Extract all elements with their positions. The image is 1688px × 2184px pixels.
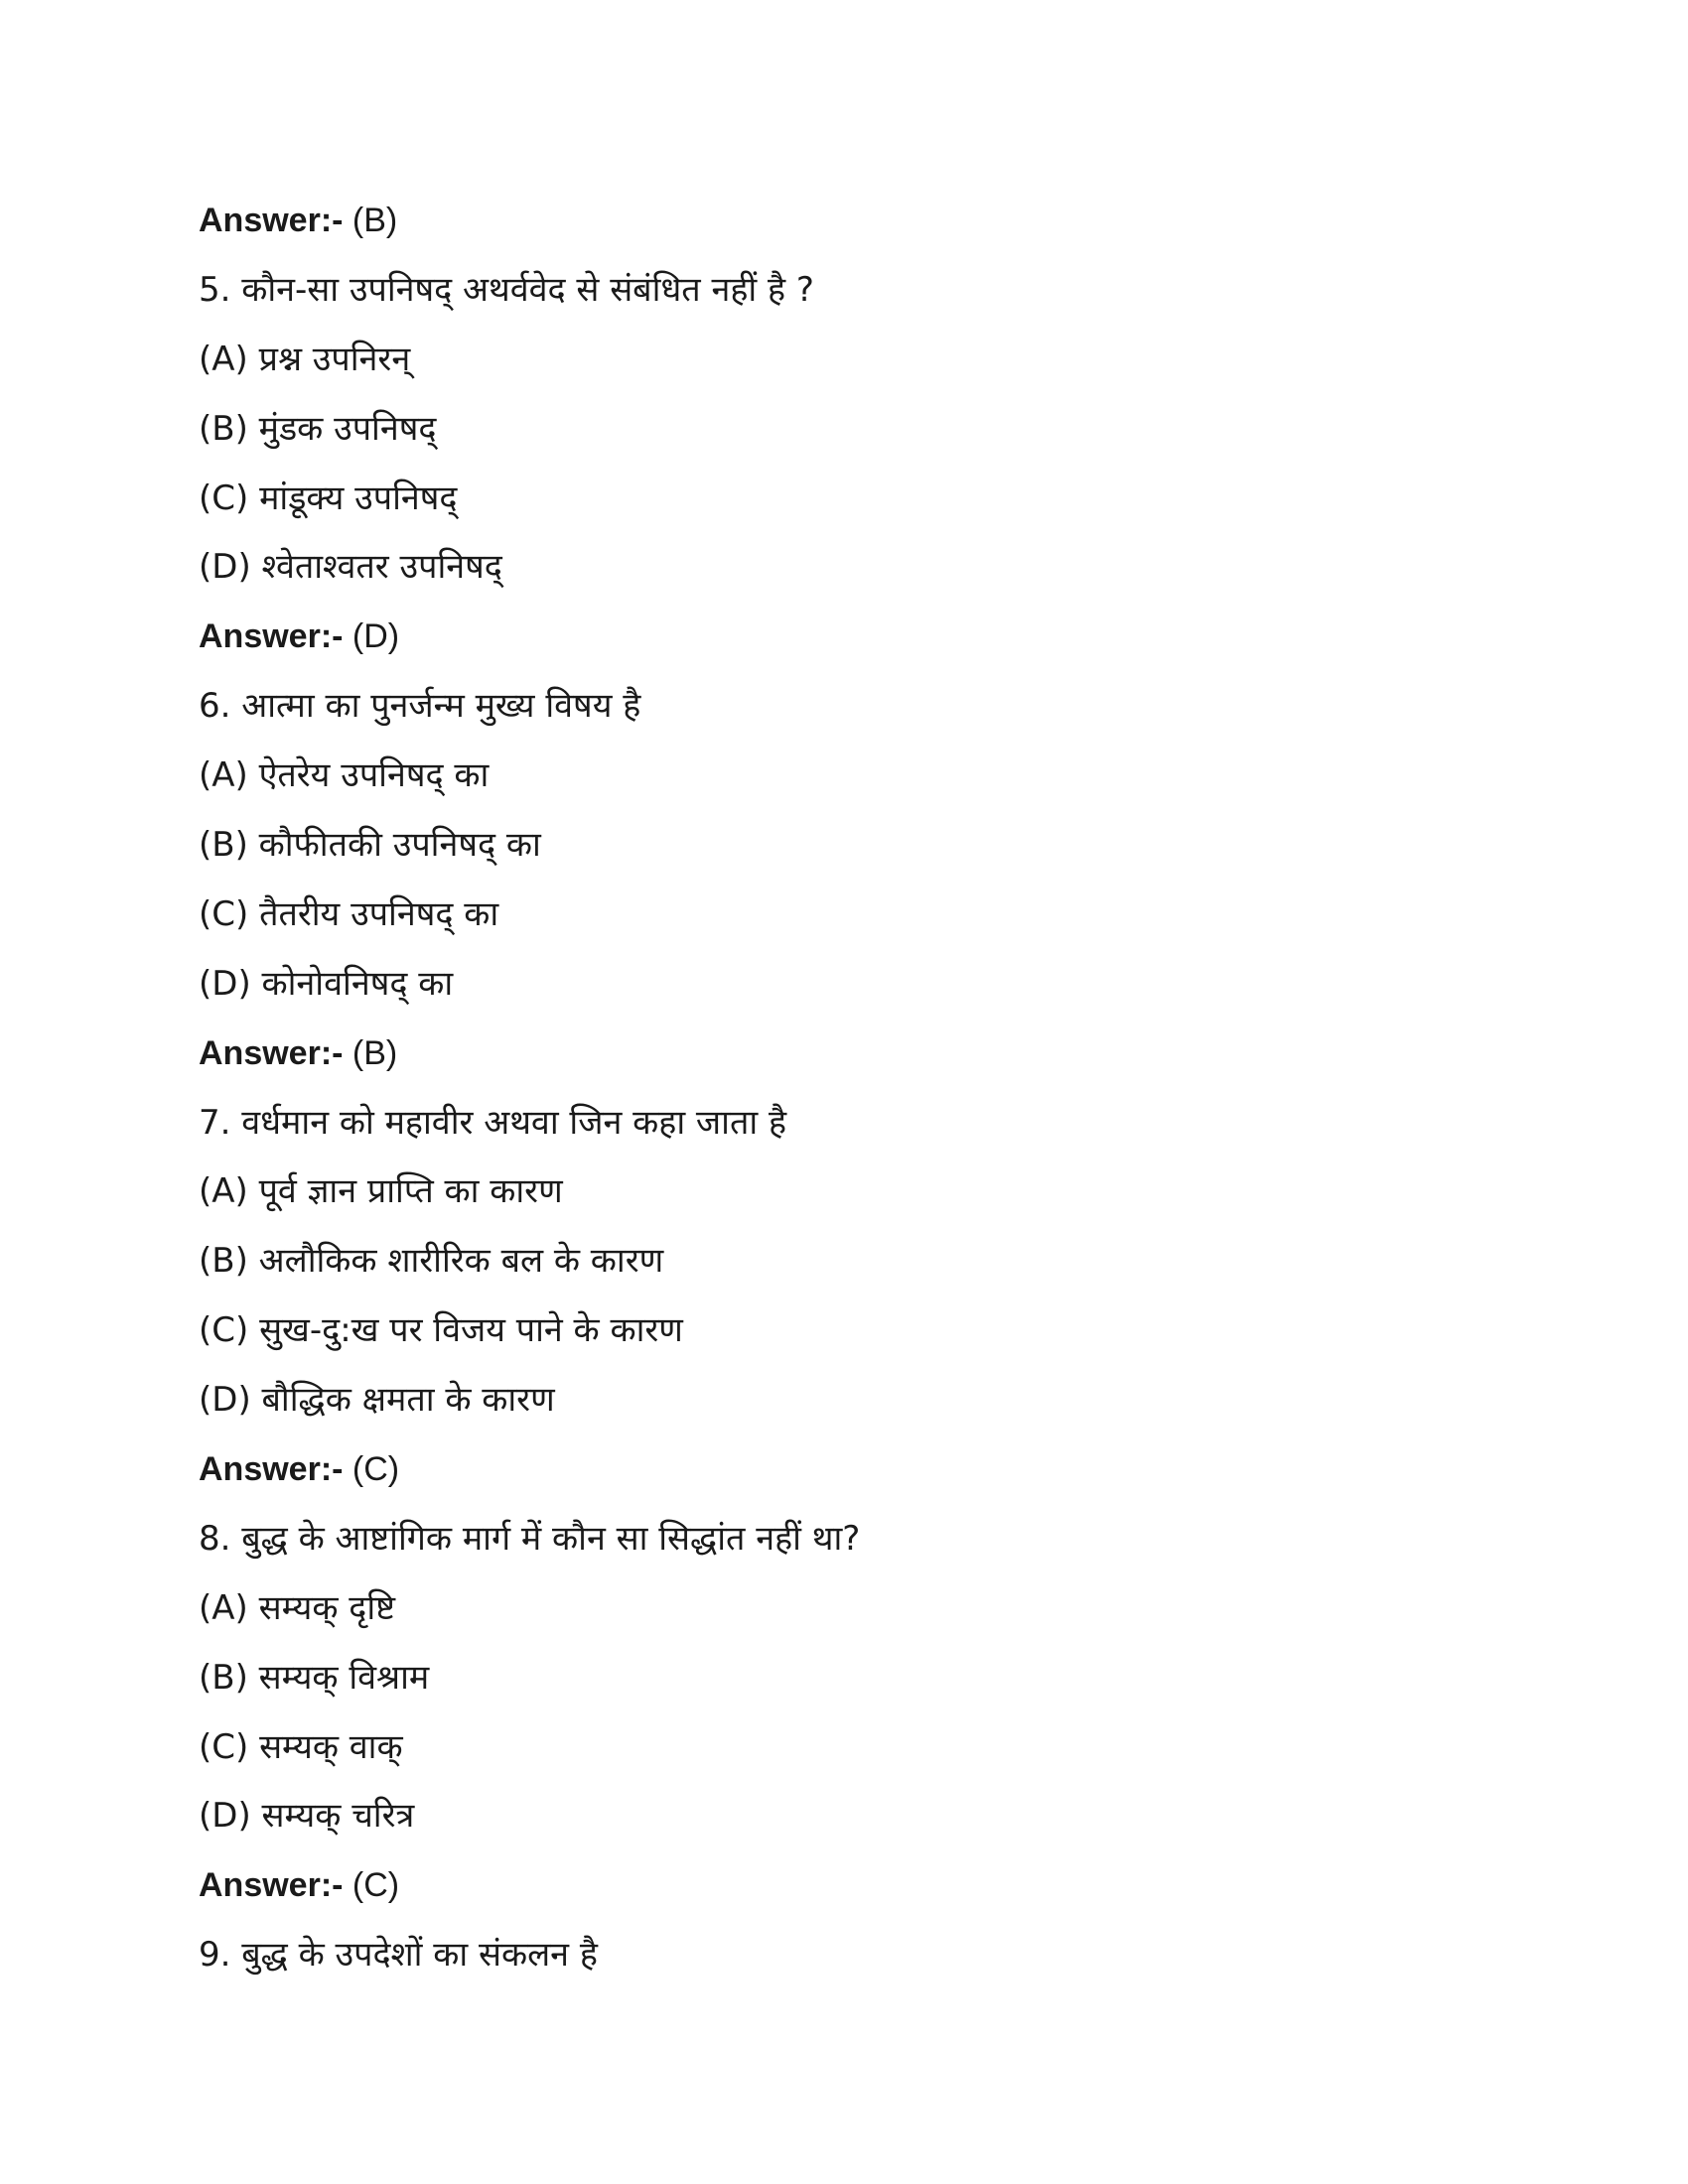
document-body: [199, 195, 1489, 1998]
answer-label: Answer:-: [199, 1033, 344, 1072]
answer-label: Answer:-: [199, 1866, 344, 1905]
option-a: (A) ऐतरेय उपनिषद् का: [199, 755, 490, 796]
option-a: (A) पूर्व ज्ञान प्राप्ति का कारण: [199, 1171, 563, 1212]
option-d: (D) कोनोवनिषद् का: [199, 963, 454, 1004]
question-text: 8. बुद्ध के आष्टांगिक मार्ग में कौन सा सिद्धांत नहीं था?: [199, 1518, 861, 1559]
option-d: (D) बौद्धिक क्षमता के कारण: [199, 1380, 555, 1421]
answer-value: (C): [343, 1450, 400, 1489]
answer-value: (B): [343, 202, 398, 239]
option-c: (C) सुख-दु:ख पर विजय पाने के कारण: [199, 1310, 683, 1351]
option-b: (B) मुंडक उपनिषद्: [199, 408, 437, 449]
option-b: (B) सम्यक् विश्राम: [199, 1657, 430, 1698]
answer-line: [199, 1859, 1489, 1929]
answer-value: (D): [343, 617, 400, 656]
option-d: (D) श्वेताश्वतर उपनिषद्: [199, 547, 502, 588]
option-d: (D) सम्यक् चरित्र: [199, 1796, 415, 1837]
question-text: 9. बुद्ध के उपदेशों का संकलन है: [199, 1935, 598, 1976]
question-text: 7. वर्धमान को महावीर अथवा जिन कहा जाता है: [199, 1102, 787, 1143]
option-c: (C) मांडूक्य उपनिषद्: [199, 478, 458, 518]
answer-line: [199, 1443, 1489, 1513]
question-text: 6. आत्मा का पुनर्जन्म मुख्य विषय है: [199, 686, 641, 727]
option-c: (C) सम्यक् वाक्: [199, 1726, 403, 1767]
answer-line: [199, 195, 1489, 264]
option-b: (B) अलौकिक शारीरिक बल के कारण: [199, 1241, 664, 1282]
answer-label: Answer:-: [199, 1450, 344, 1489]
question-text: 5. कौन-सा उपनिषद् अथर्ववेद से संबंधित नहीं है ?: [199, 269, 814, 310]
option-b: (B) कौफीतकी उपनिषद् का: [199, 825, 541, 866]
answer-label: Answer:-: [199, 202, 344, 239]
answer-label: Answer:-: [199, 617, 344, 656]
option-c: (C) तैतरीय उपनिषद् का: [199, 893, 499, 934]
answer-line: [199, 1027, 1489, 1097]
answer-line: [199, 611, 1489, 680]
option-a: (A) सम्यक् दृष्टि: [199, 1587, 395, 1628]
answer-value: (C): [343, 1866, 400, 1905]
option-a: (A) प्रश्न उपनिरन्: [199, 339, 411, 379]
answer-value: (B): [343, 1033, 398, 1072]
